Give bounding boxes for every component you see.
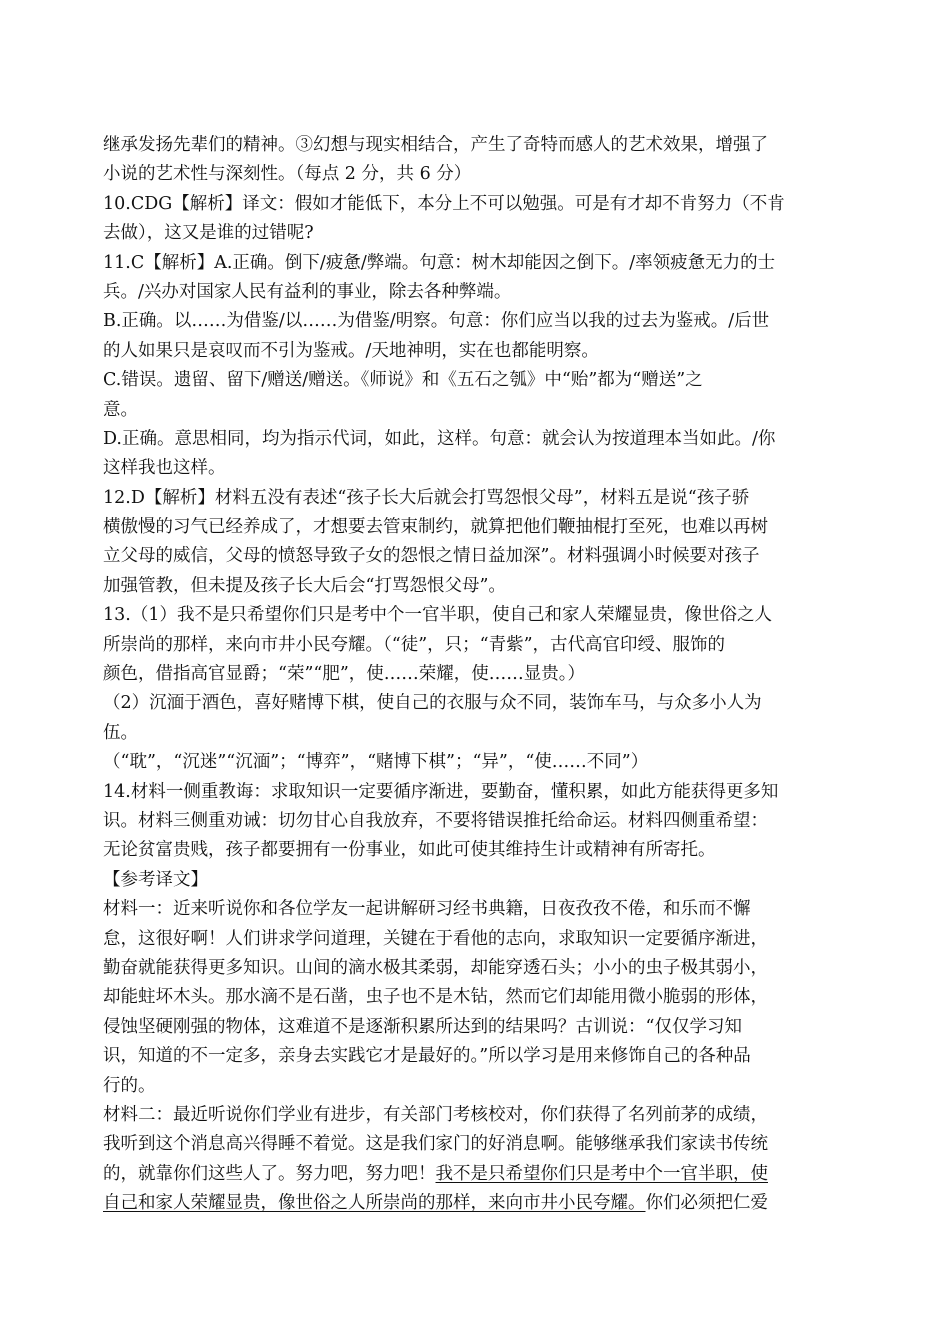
- text-line: 兵。/兴办对国家人民有益利的事业，除去各种弊端。: [103, 281, 512, 302]
- text-line: 12.D【解析】材料五没有表述“孩子长大后就会打骂怨恨父母”，材料五是说“孩子骄: [103, 487, 750, 508]
- section-heading: 【参考译文】: [103, 869, 208, 890]
- text-line: 去做），这又是谁的过错呢?: [103, 223, 314, 244]
- text-line: （“耽”，“沉迷”“沉湎”；“博弈”，“赌博下棋”；“异”，“使……不同”）: [103, 752, 649, 773]
- text-line: 的，就靠你们这些人了。努力吧，努力吧！我不是只希望你们只是考中个一官半职，使: [103, 1163, 768, 1184]
- text-line: 材料一：近来听说你和各位学友一起讲解研习经书典籍，日夜孜孜不倦，和乐而不懈: [103, 899, 751, 920]
- text-line: 这样我也这样。: [103, 458, 226, 479]
- document-page: [103, 131, 843, 1218]
- text-line: 行的。: [103, 1075, 156, 1096]
- text-line: 颜色，借指高官显爵；“荣”“肥”，使……荣耀，使……显贵。）: [103, 664, 586, 685]
- text-line: （2）沉湎于酒色，喜好赌博下棋，使自己的衣服与众不同，装饰车马，与众多小人为: [103, 693, 762, 714]
- text-line: 继承发扬先辈们的精神。③幻想与现实相结合，产生了奇特而感人的艺术效果，增强了: [103, 135, 768, 155]
- text-line: 无论贫富贵贱，孩子都要拥有一份事业，如此可使其维持生计或精神有所寄托。: [103, 840, 716, 861]
- text-line: 侵蚀坚硬刚强的物体，这难道不是逐渐积累所达到的结果吗？古训说：“仅仅学习知: [103, 1016, 742, 1037]
- text-line: 加强管教，但未提及孩子长大后会“打骂怨恨父母”。: [103, 575, 506, 596]
- text-line: 识。材料三侧重劝诫：切勿甘心自我放弃，不要将错误推托给命运。材料四侧重希望：: [103, 810, 768, 831]
- underlined-text: 我不是只希望你们只是考中个一官半职，使: [435, 1163, 768, 1184]
- text-line: 所崇尚的那样，来向市井小民夸耀。（“徒”，只；“青紫”，古代高官印绶、服饰的: [103, 634, 726, 655]
- text-line: 13.（1）我不是只希望你们只是考中个一官半职，使自己和家人荣耀显贵，像世俗之人: [103, 605, 772, 626]
- text-line: 意。: [103, 399, 138, 420]
- text-line: D.正确。意思相同，均为指示代词，如此，这样。句意：就会认为按道理本当如此。/你: [103, 428, 776, 449]
- text-line: 横傲慢的习气已经养成了，才想要去管束制约，就算把他们鞭抽棍打至死，也难以再树: [103, 517, 768, 538]
- text-line: 11.C【解析】A.正确。倒下/疲惫/弊端。句意：树木却能因之倒下。/率领疲惫无力的士: [103, 252, 776, 273]
- text-line: 的人如果只是哀叹而不引为鉴戒。/天地神明，实在也都能明察。: [103, 340, 599, 361]
- text-line: 10.CDG【解析】译文：假如才能低下，本分上不可以勉强。可是有才却不肯努力（不肯: [103, 193, 785, 214]
- text-line: 小说的艺术性与深刻性。（每点 2 分，共 6 分）: [103, 164, 472, 185]
- text-line: 自己和家人荣耀显贵，像世俗之人所崇尚的那样，来向市井小民夸耀。你们必须把仁爱: [103, 1193, 768, 1214]
- underlined-text: 自己和家人荣耀显贵，像世俗之人所崇尚的那样，来向市井小民夸耀。: [103, 1193, 646, 1214]
- text-line: 伍。: [103, 722, 138, 743]
- text-line: 我听到这个消息高兴得睡不着觉。这是我们家门的好消息啊。能够继承我们家读书传统: [103, 1134, 768, 1155]
- text-line: 14.材料一侧重教诲：求取知识一定要循序渐进，要勤奋，懂积累，如此方能获得更多知: [103, 781, 779, 802]
- text-line: 勤奋就能获得更多知识。山间的滴水极其柔弱，却能穿透石头；小小的虫子极其弱小，: [103, 957, 768, 978]
- text-line: C.错误。遗留、留下/赠送/赠送。《师说》和《五石之瓠》中“贻”都为“赠送”之: [103, 370, 703, 391]
- text-line: 立父母的威信，父母的愤怒导致子女的怨恨之情日益加深”。材料强调小时候要对孩子: [103, 546, 760, 567]
- text-line: 识，知道的不一定多，亲身去实践它才是最好的。”所以学习是用来修饰自己的各种品: [103, 1046, 751, 1067]
- text-line: 却能蛀坏木头。那水滴不是石凿，虫子也不是木钻，然而它们却能用微小脆弱的形体，: [103, 987, 768, 1008]
- text-line: 怠，这很好啊！人们讲求学问道理，关键在于看他的志向，求取知识一定要循序渐进，: [103, 928, 768, 949]
- text-line: 材料二：最近听说你们学业有进步，有关部门考核校对，你们获得了名列前茅的成绩，: [103, 1104, 768, 1125]
- text-line: B.正确。以……为借鉴/以……为借鉴/明察。句意：你们应当以我的过去为鉴戒。/后世: [103, 311, 770, 332]
